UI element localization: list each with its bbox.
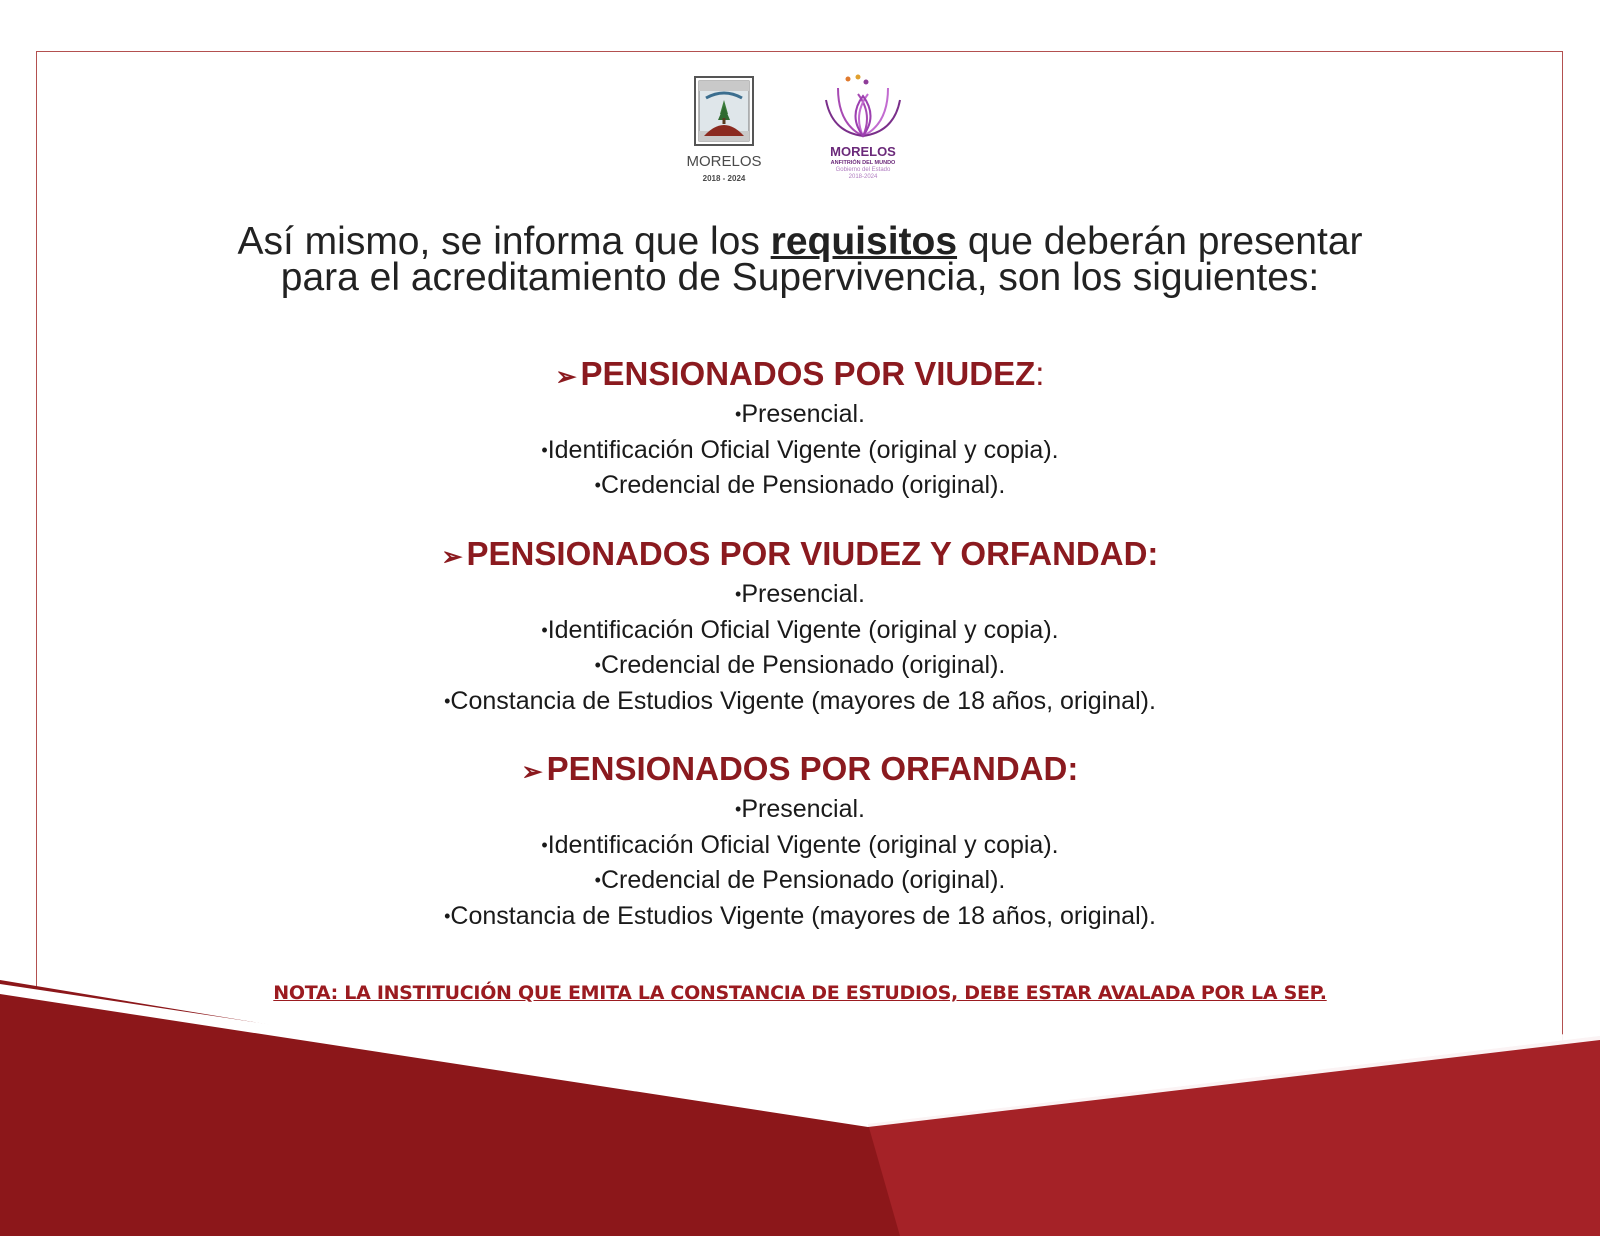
list-item-text: Identificación Oficial Vigente (original y copia). [547, 435, 1059, 464]
intro-emphasis: requisitos [770, 220, 958, 263]
logo-right-tagline: ANFITRIÓN DEL MUNDO [830, 160, 896, 166]
logo-left-name: MORELOS [686, 153, 762, 170]
nota-footnote: NOTA: LA INSTITUCIÓN QUE EMITA LA CONSTANCIA DE ESTUDIOS, DEBE ESTAR AVALADA POR LA SEP. [273, 982, 1327, 1004]
bullet-icon: • [594, 655, 601, 675]
header-logos [0, 74, 1600, 189]
list-item-text: Presencial. [741, 795, 865, 823]
morelos-lotus-logo [818, 74, 918, 189]
section-viudez [0, 354, 1600, 504]
intro-line-1 [0, 220, 1600, 263]
morelos-coat-of-arms-logo [686, 74, 790, 189]
list-item-text: Credencial de Pensionado (original). [600, 471, 1006, 499]
bullet-icon: • [735, 799, 742, 819]
list-item-text: Presencial. [741, 400, 865, 428]
list-item-text: Constancia de Estudios Vigente (mayores de 18 años, original). [450, 686, 1156, 715]
list-item [0, 648, 1600, 684]
list-item [0, 577, 1600, 613]
bullet-icon: • [594, 475, 601, 495]
list-item-text: Constancia de Estudios Vigente (mayores de 18 años, original). [450, 901, 1156, 930]
list-item [0, 684, 1600, 720]
section-title: PENSIONADOS POR ORFANDAD: [546, 750, 1079, 787]
section-heading [0, 534, 1600, 577]
arrow-bullet-icon: ➢ [521, 758, 543, 786]
bottom-decorative-band [0, 980, 1600, 1236]
section-viudez-orfandad [0, 534, 1600, 719]
list-item-text: Identificación Oficial Vigente (original y copia). [547, 830, 1059, 859]
list-item [0, 468, 1600, 504]
intro-after: que deberán presentar [957, 220, 1363, 263]
bullet-icon: • [541, 834, 548, 855]
intro-text [0, 220, 1600, 299]
arrow-bullet-icon: ➢ [555, 363, 577, 391]
list-item-text: Presencial. [741, 580, 865, 608]
list-item [0, 899, 1600, 935]
logo-right-subtitle: Gobierno del Estado [835, 167, 891, 173]
bullet-icon: • [444, 690, 451, 711]
section-heading [0, 749, 1600, 792]
section-heading [0, 354, 1600, 397]
list-item [0, 792, 1600, 828]
logo-right-years: 2018-2024 [848, 174, 878, 180]
list-item-text: Credencial de Pensionado (original). [600, 866, 1006, 894]
list-item [0, 613, 1600, 649]
list-item [0, 397, 1600, 433]
list-item [0, 828, 1600, 864]
list-item-text: Identificación Oficial Vigente (original y copia). [547, 615, 1059, 644]
bullet-icon: • [541, 439, 548, 460]
logo-left-years: 2018 - 2024 [702, 174, 746, 183]
list-item-text: Credencial de Pensionado (original). [600, 651, 1006, 679]
section-colon: : [1035, 355, 1045, 392]
bullet-icon: • [594, 870, 601, 890]
arrow-bullet-icon: ➢ [441, 543, 463, 571]
list-item [0, 863, 1600, 899]
bullet-icon: • [735, 584, 742, 604]
section-orfandad [0, 749, 1600, 934]
bullet-icon: • [444, 905, 451, 926]
logo-right-name: MORELOS [830, 144, 896, 159]
section-title: PENSIONADOS POR VIUDEZ [580, 355, 1036, 392]
section-title: PENSIONADOS POR VIUDEZ Y ORFANDAD: [466, 535, 1159, 572]
intro-before: Así mismo, se informa que los [237, 220, 771, 263]
bullet-icon: • [541, 619, 548, 640]
list-item [0, 433, 1600, 469]
intro-line-2: para el acreditamiento de Supervivencia, son los siguientes: [280, 256, 1320, 299]
bullet-icon: • [735, 404, 742, 424]
